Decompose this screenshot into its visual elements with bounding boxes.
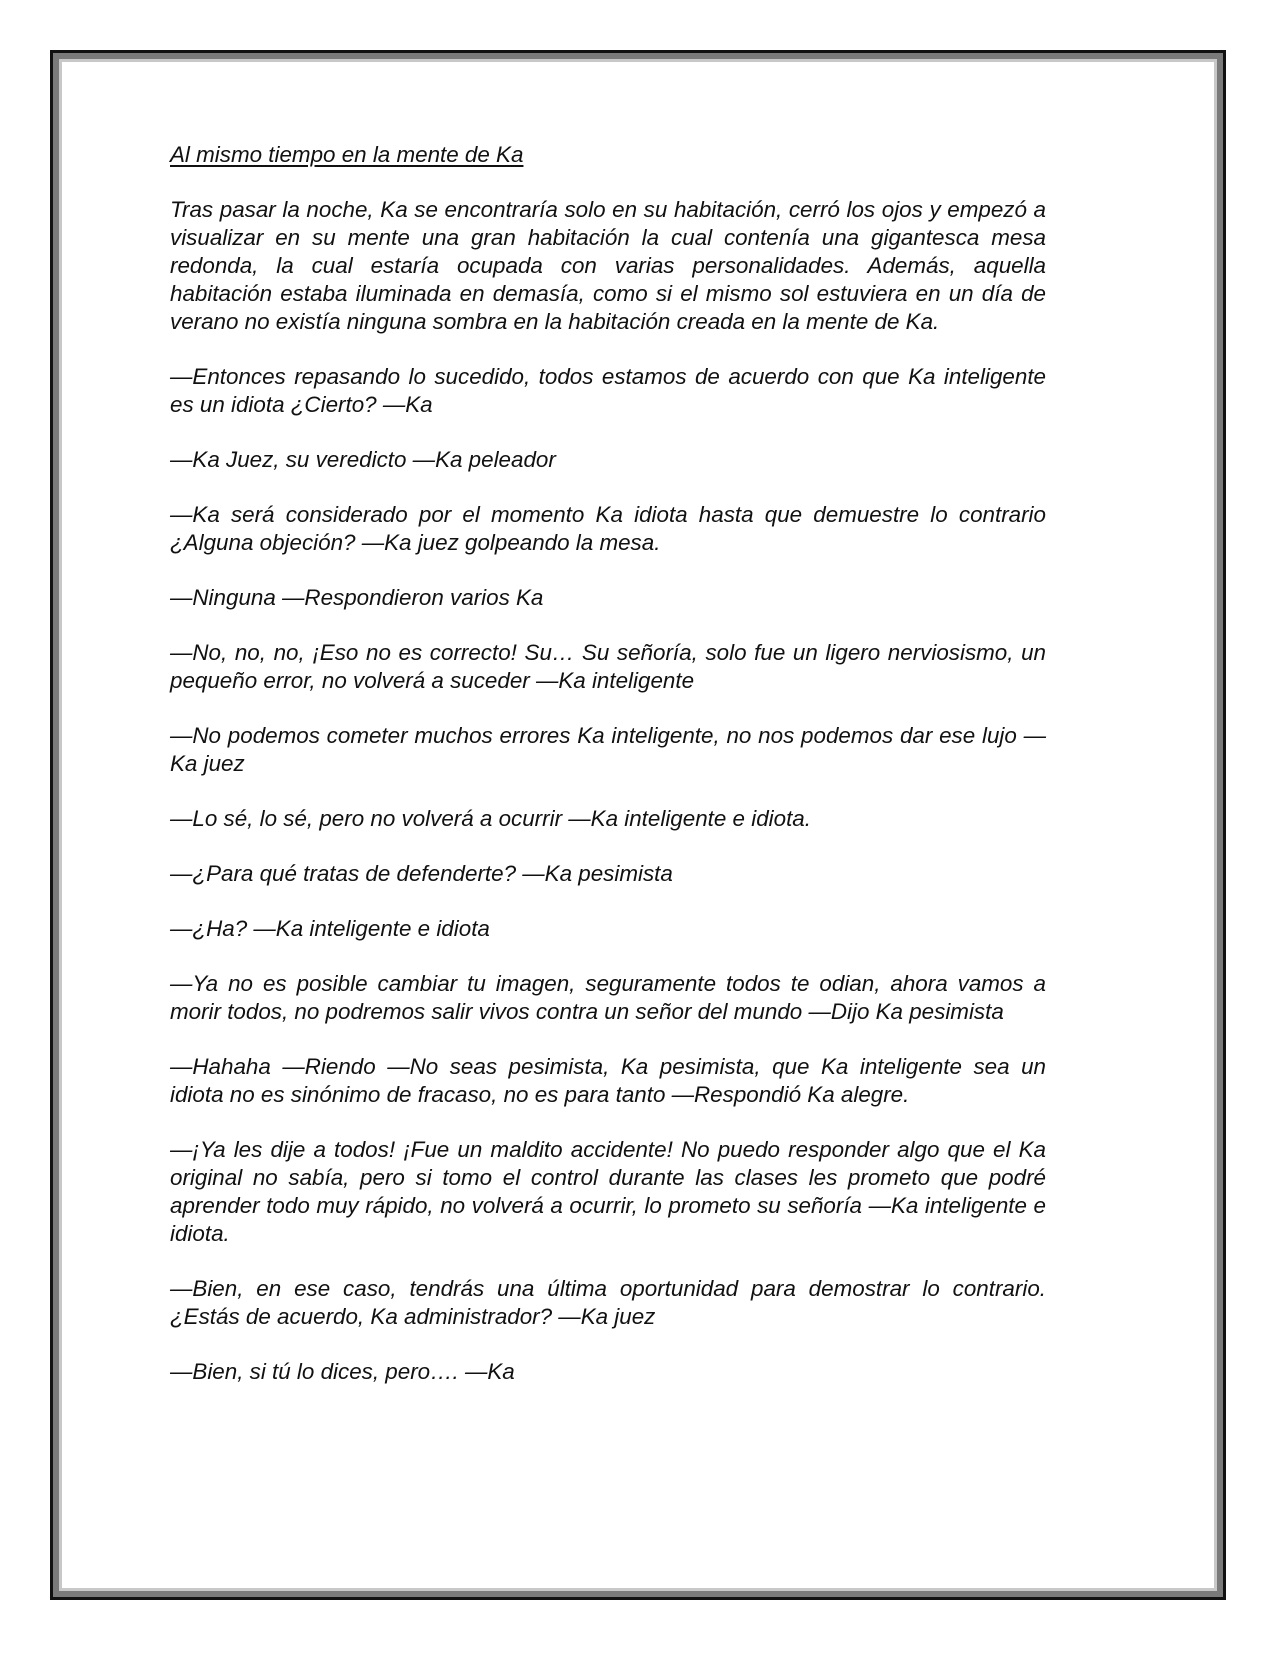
dialogue-line: —Bien, si tú lo dices, pero…. —Ka — [170, 1359, 515, 1384]
dialogue-line: —¡Ya les dije a todos! ¡Fue un maldito accidente! No puedo responder algo que el Ka original no sabía, pero si tomo el control durante las clases les prometo que podré aprender todo muy rápido, no volverá a ocurrir, lo prometo su señoría —Ka inteligente e idiota. — [170, 1137, 1046, 1246]
dialogue-line: —Lo sé, lo sé, pero no volverá a ocurrir —Ka inteligente e idiota. — [170, 806, 811, 831]
paragraph-narration: Tras pasar la noche, Ka se encontraría solo en su habitación, cerró los ojos y empezó a visualizar en su mente una gran habitación la cual contenía una gigantesca mesa redonda, la cual estaría ocupada con varias personalidades. Además, aquella habitación estaba iluminada en demasía, como si el mismo sol estuviera en un día de verano no existía ninguna sombra en la habitación creada en la mente de Ka. — [170, 197, 1046, 334]
dialogue-line: —Bien, en ese caso, tendrás una última oportunidad para demostrar lo contrario. ¿Estás de acuerdo, Ka administrador? —Ka juez — [170, 1276, 1046, 1329]
dialogue-line: —Ka será considerado por el momento Ka idiota hasta que demuestre lo contrario ¿Alguna objeción? —Ka juez golpeando la mesa. — [170, 502, 1046, 555]
dialogue-line: —No, no, no, ¡Eso no es correcto! Su… Su señoría, solo fue un ligero nerviosismo, un pequeño error, no volverá a suceder —Ka inteligente — [170, 640, 1046, 693]
dialogue-line: —Ninguna —Respondieron varios Ka — [170, 585, 544, 610]
dialogue-line: —Ka Juez, su veredicto —Ka peleador — [170, 447, 556, 472]
dialogue-line: —¿Ha? —Ka inteligente e idiota — [170, 916, 490, 941]
document-body — [170, 141, 1046, 1413]
section-heading: Al mismo tiempo en la mente de Ka — [170, 142, 524, 167]
dialogue-line: —Hahaha —Riendo —No seas pesimista, Ka pesimista, que Ka inteligente sea un idiota no es sinónimo de fracaso, no es para tanto —Respondió Ka alegre. — [170, 1054, 1046, 1107]
dialogue-line: —Ya no es posible cambiar tu imagen, seguramente todos te odian, ahora vamos a morir todos, no podremos salir vivos contra un señor del mundo —Dijo Ka pesimista — [170, 971, 1046, 1024]
dialogue-line: —Entonces repasando lo sucedido, todos estamos de acuerdo con que Ka inteligente es un idiota ¿Cierto? —Ka — [170, 364, 1046, 417]
dialogue-line: —¿Para qué tratas de defenderte? —Ka pesimista — [170, 861, 673, 886]
dialogue-line: —No podemos cometer muchos errores Ka inteligente, no nos podemos dar ese lujo —Ka juez — [170, 723, 1046, 776]
